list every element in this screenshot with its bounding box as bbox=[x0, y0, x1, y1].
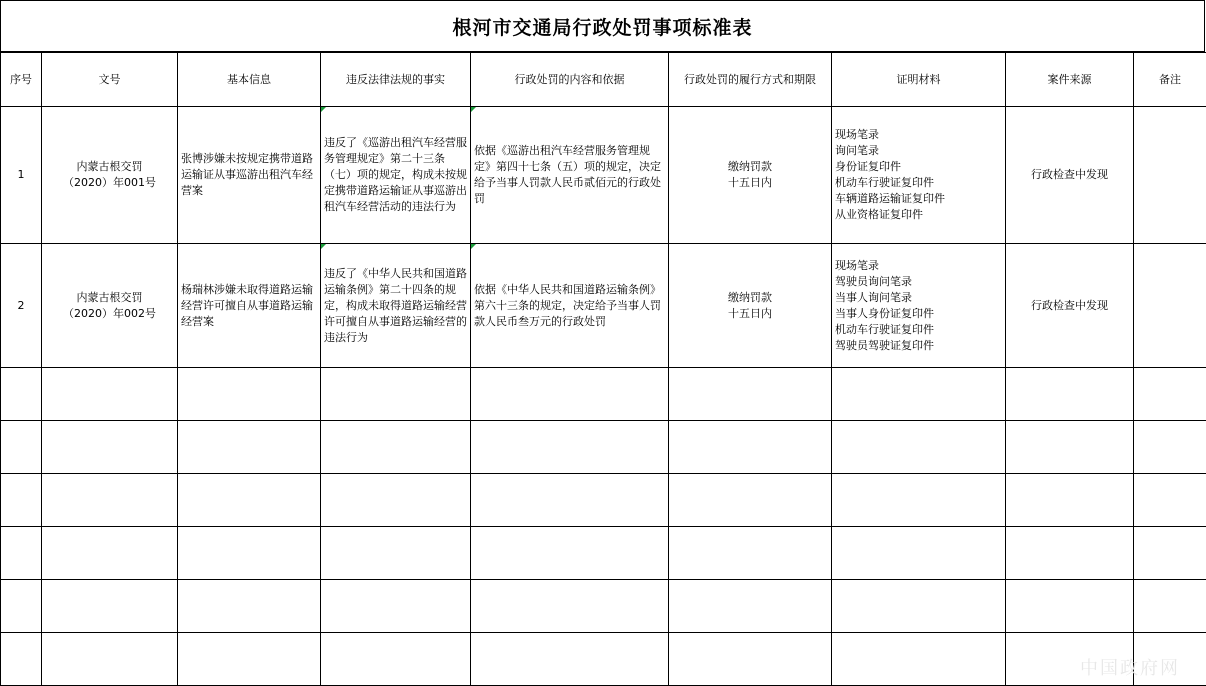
empty-cell bbox=[669, 421, 832, 474]
cell-method: 缴纳罚款 十五日内 bbox=[669, 244, 832, 368]
empty-cell bbox=[669, 474, 832, 527]
empty-cell bbox=[1134, 580, 1206, 633]
empty-row bbox=[1, 474, 1206, 527]
empty-cell bbox=[1, 421, 42, 474]
empty-row bbox=[1, 368, 1206, 421]
empty-cell bbox=[832, 474, 1006, 527]
empty-cell bbox=[42, 474, 178, 527]
empty-cell bbox=[1134, 527, 1206, 580]
header-penalty: 行政处罚的内容和依据 bbox=[471, 53, 669, 107]
cell-doc-no: 内蒙古根交罚 （2020）年001号 bbox=[42, 107, 178, 244]
empty-cell bbox=[1, 474, 42, 527]
header-evidence: 证明材料 bbox=[832, 53, 1006, 107]
empty-cell bbox=[471, 421, 669, 474]
table-title: 根河市交通局行政处罚事项标准表 bbox=[0, 0, 1205, 52]
empty-cell bbox=[42, 421, 178, 474]
cell-facts: 违反了《巡游出租汽车经营服务管理规定》第二十三条（七）项的规定，构成未按规定携带道路运输证从事巡游出租汽车经营活动的违法行为 bbox=[321, 107, 471, 244]
penalty-table bbox=[0, 52, 1206, 686]
cell-info: 张博涉嫌未按规定携带道路运输证从事巡游出租汽车经营案 bbox=[178, 107, 321, 244]
header-doc-no: 文号 bbox=[42, 53, 178, 107]
empty-cell bbox=[42, 527, 178, 580]
empty-row bbox=[1, 527, 1206, 580]
empty-cell bbox=[471, 474, 669, 527]
empty-cell bbox=[1134, 474, 1206, 527]
empty-row bbox=[1, 633, 1206, 686]
empty-cell bbox=[1134, 421, 1206, 474]
cell-source: 行政检查中发现 bbox=[1006, 107, 1134, 244]
table-row bbox=[1, 107, 1206, 244]
empty-cell bbox=[178, 474, 321, 527]
empty-cell bbox=[1, 633, 42, 686]
empty-cell bbox=[669, 527, 832, 580]
empty-cell bbox=[1006, 368, 1134, 421]
cell-source: 行政检查中发现 bbox=[1006, 244, 1134, 368]
empty-cell bbox=[321, 421, 471, 474]
empty-cell bbox=[832, 633, 1006, 686]
header-method: 行政处罚的履行方式和期限 bbox=[669, 53, 832, 107]
cell-no: 2 bbox=[1, 244, 42, 368]
empty-cell bbox=[1006, 421, 1134, 474]
empty-row bbox=[1, 421, 1206, 474]
empty-cell bbox=[471, 368, 669, 421]
empty-cell bbox=[832, 527, 1006, 580]
header-row bbox=[1, 53, 1206, 107]
cell-evidence: 现场笔录 询问笔录 身份证复印件 机动车行驶证复印件 车辆道路运输证复印件 从业资格证复印件 bbox=[832, 107, 1006, 244]
empty-cell bbox=[178, 368, 321, 421]
empty-cell bbox=[669, 580, 832, 633]
empty-cell bbox=[321, 633, 471, 686]
empty-cell bbox=[471, 580, 669, 633]
empty-cell bbox=[1006, 580, 1134, 633]
empty-cell bbox=[1134, 368, 1206, 421]
empty-cell bbox=[832, 368, 1006, 421]
cell-evidence: 现场笔录 驾驶员询问笔录 当事人询问笔录 当事人身份证复印件 机动车行驶证复印件 驾驶员驾驶证复印件 bbox=[832, 244, 1006, 368]
header-facts: 违反法律法规的事实 bbox=[321, 53, 471, 107]
empty-cell bbox=[42, 633, 178, 686]
cell-remark bbox=[1134, 244, 1206, 368]
empty-cell bbox=[471, 527, 669, 580]
empty-cell bbox=[669, 633, 832, 686]
table-row bbox=[1, 244, 1206, 368]
empty-cell bbox=[669, 368, 832, 421]
empty-cell bbox=[1, 527, 42, 580]
empty-cell bbox=[832, 580, 1006, 633]
empty-cell bbox=[1006, 527, 1134, 580]
empty-cell bbox=[321, 368, 471, 421]
empty-cell bbox=[471, 633, 669, 686]
cell-facts: 违反了《中华人民共和国道路运输条例》第二十四条的规定，构成未取得道路运输经营许可擅自从事道路运输经营的违法行为 bbox=[321, 244, 471, 368]
empty-cell bbox=[178, 580, 321, 633]
cell-remark bbox=[1134, 107, 1206, 244]
header-remark: 备注 bbox=[1134, 53, 1206, 107]
header-source: 案件来源 bbox=[1006, 53, 1134, 107]
empty-cell bbox=[321, 527, 471, 580]
empty-cell bbox=[178, 633, 321, 686]
cell-method: 缴纳罚款 十五日内 bbox=[669, 107, 832, 244]
cell-info: 杨瑞林涉嫌未取得道路运输经营许可擅自从事道路运输经营案 bbox=[178, 244, 321, 368]
cell-penalty: 依据《巡游出租汽车经营服务管理规定》第四十七条（五）项的规定，决定给予当事人罚款人民币贰佰元的行政处罚 bbox=[471, 107, 669, 244]
cell-no: 1 bbox=[1, 107, 42, 244]
watermark: 中国政府网 bbox=[1080, 658, 1180, 679]
empty-cell bbox=[42, 580, 178, 633]
empty-cell bbox=[321, 474, 471, 527]
cell-penalty: 依据《中华人民共和国道路运输条例》第六十三条的规定，决定给予当事人罚款人民币叁万元的行政处罚 bbox=[471, 244, 669, 368]
empty-cell bbox=[1, 368, 42, 421]
cell-doc-no: 内蒙古根交罚 （2020）年002号 bbox=[42, 244, 178, 368]
header-info: 基本信息 bbox=[178, 53, 321, 107]
empty-cell bbox=[178, 527, 321, 580]
empty-cell bbox=[832, 421, 1006, 474]
empty-row bbox=[1, 580, 1206, 633]
empty-cell bbox=[1006, 474, 1134, 527]
empty-cell bbox=[321, 580, 471, 633]
empty-cell bbox=[1, 580, 42, 633]
empty-cell bbox=[42, 368, 178, 421]
header-no: 序号 bbox=[1, 53, 42, 107]
empty-cell bbox=[178, 421, 321, 474]
